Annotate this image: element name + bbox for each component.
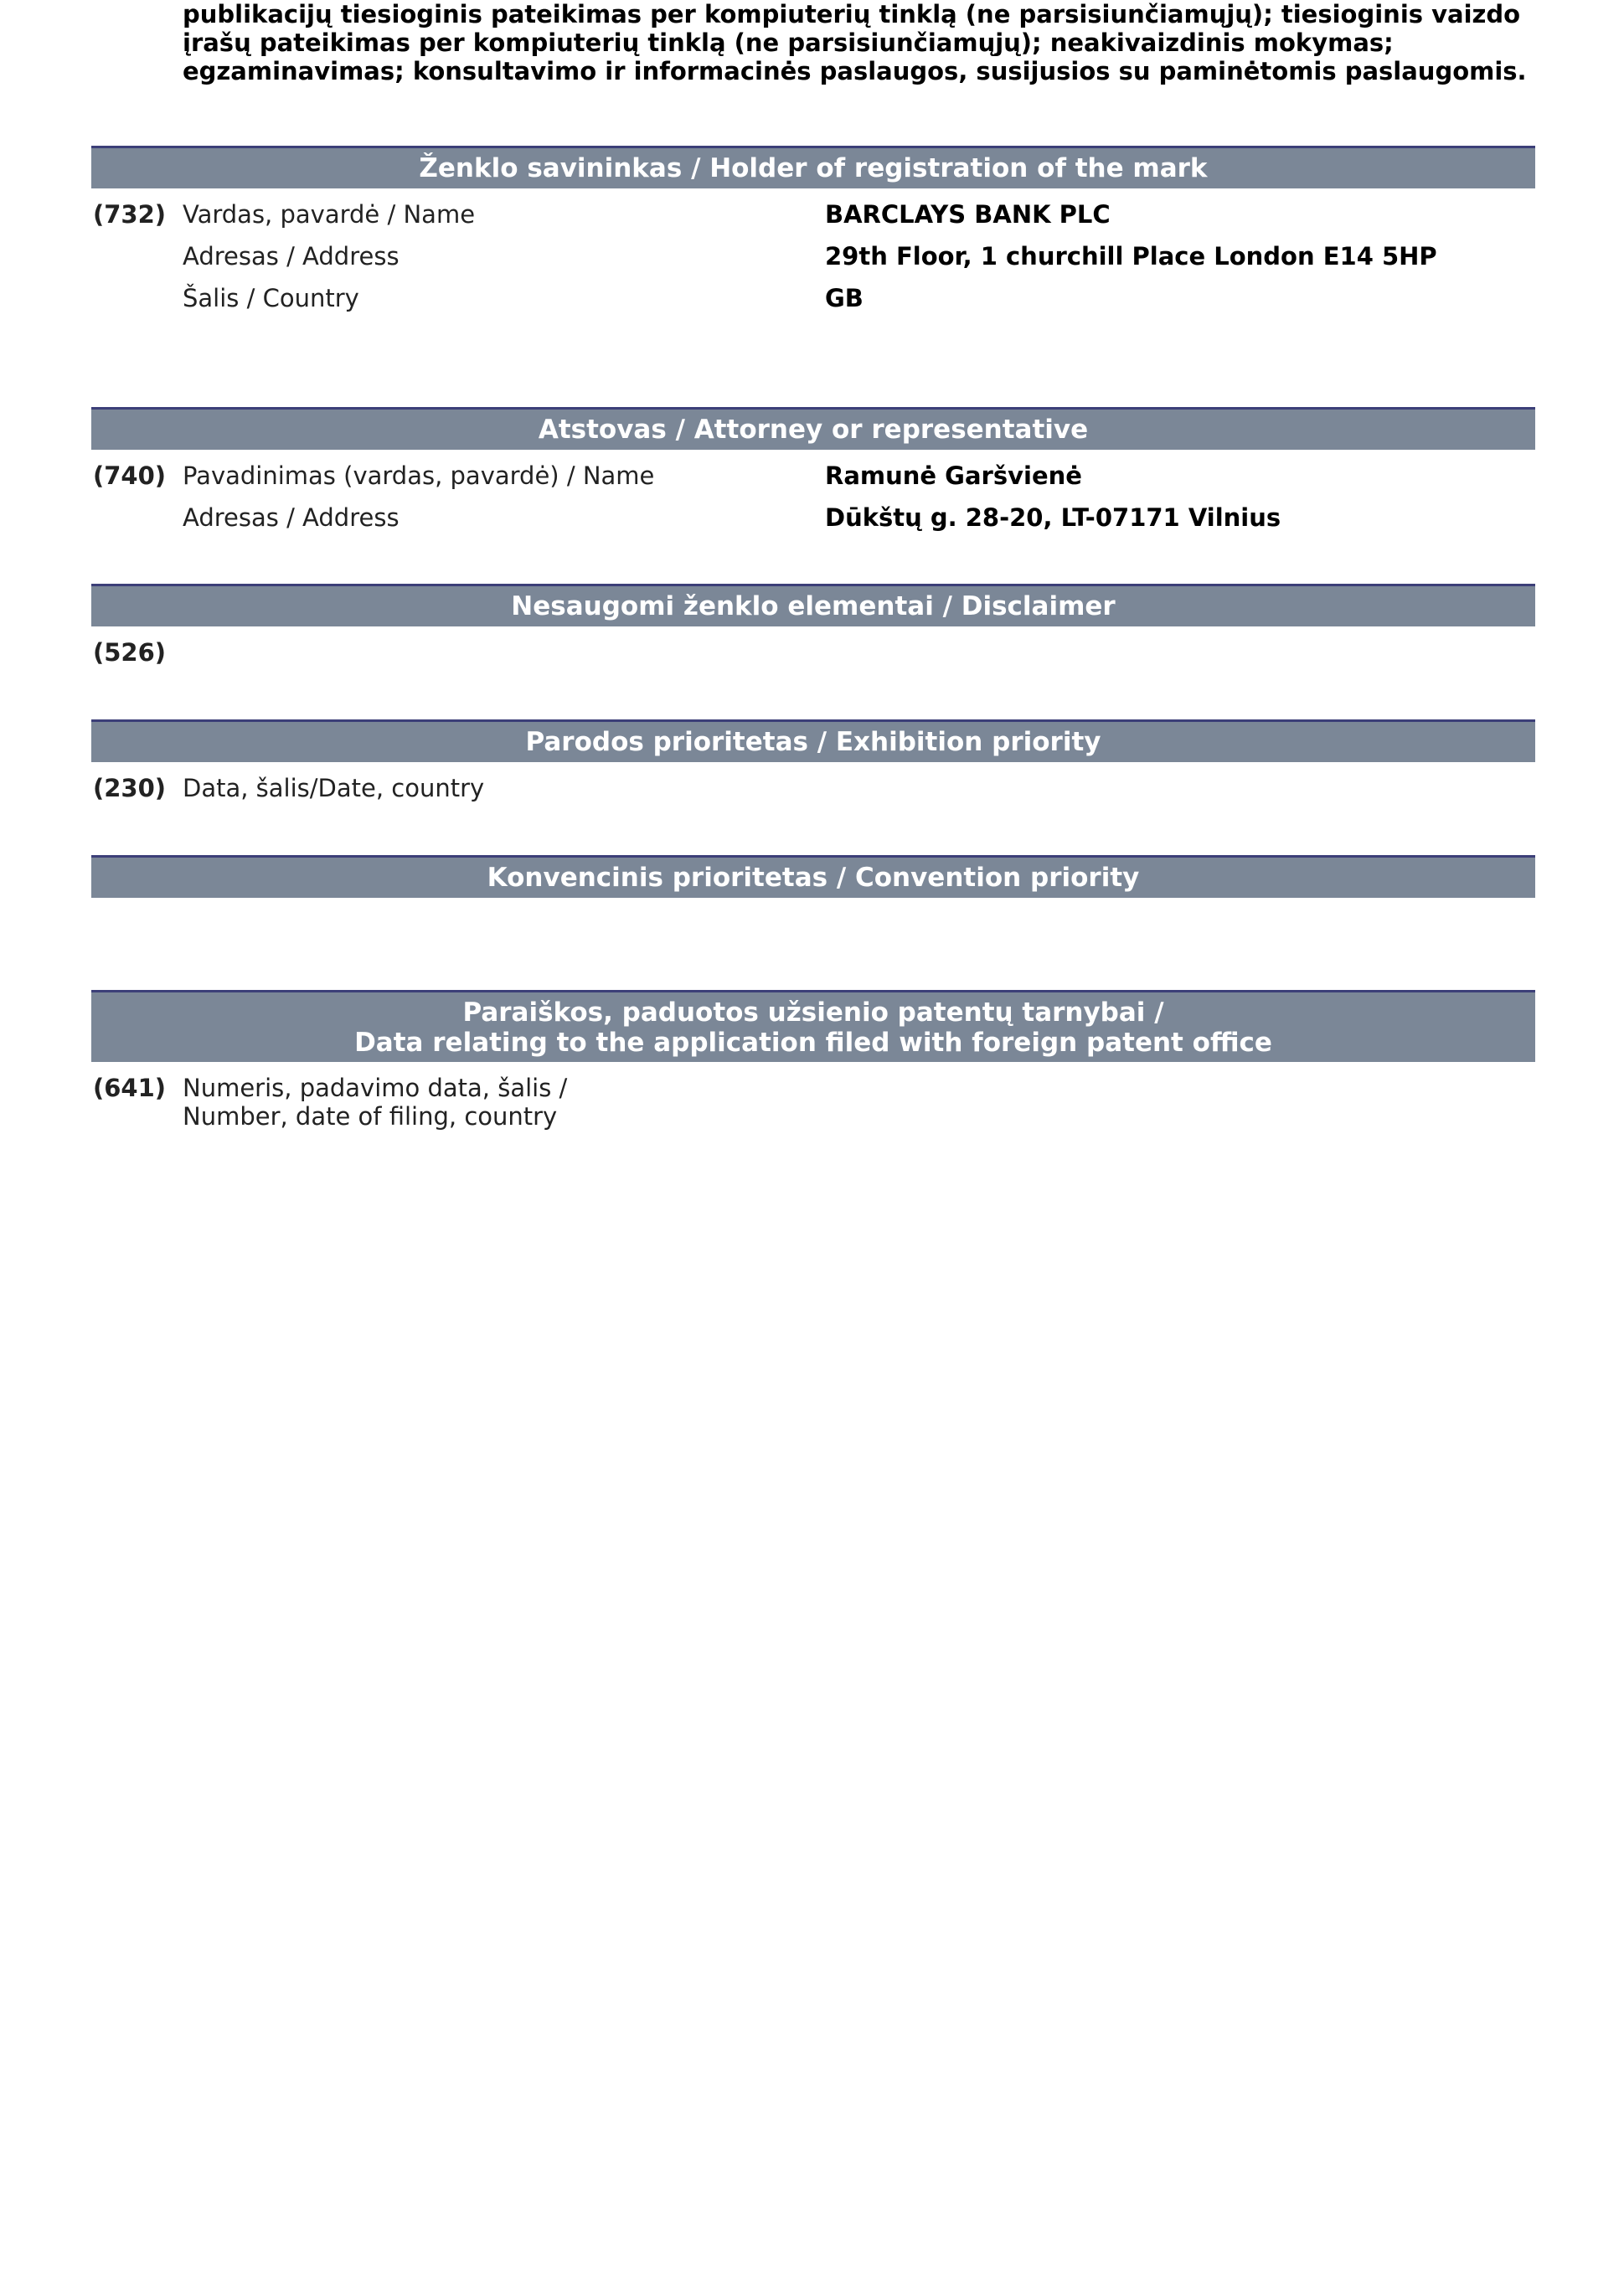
- convention-section-title: Konvencinis prioritetas / Convention priority: [487, 863, 1140, 893]
- holder-country-label: Šalis / Country: [183, 284, 359, 312]
- holder-name-value: BARCLAYS BANK PLC: [825, 200, 1111, 229]
- attorney-name-value: Ramunė Garšvienė: [825, 461, 1082, 490]
- attorney-name-label: Pavadinimas (vardas, pavardė) / Name: [183, 461, 655, 490]
- services-text: [183, 0, 1539, 85]
- holder-name-label: Vardas, pavardė / Name: [183, 200, 476, 229]
- exhibition-section-title: Parodos prioritetas / Exhibition priority: [525, 727, 1101, 757]
- foreign-application-title-line: Data relating to the application filed with foreign patent office: [354, 1028, 1272, 1058]
- foreign-application-label-line: Numeris, padavimo data, šalis /: [183, 1074, 568, 1102]
- foreign-application-code: (641): [93, 1074, 167, 1102]
- foreign-application-title-line: Paraiškos, paduotos užsienio patentų tarnybai /: [462, 997, 1164, 1028]
- exhibition-label: Data, šalis/Date, country: [183, 774, 485, 802]
- holder-section-title: Ženklo savininkas / Holder of registration of the mark: [419, 153, 1208, 183]
- foreign-application-section-header: [91, 990, 1535, 1062]
- attorney-section-header: [91, 407, 1535, 450]
- services-text-line: egzaminavimas; konsultavimo ir informacinės paslaugos, susijusios su paminėtomis paslaugomis.: [183, 57, 1527, 85]
- disclaimer-section-header: [91, 584, 1535, 626]
- holder-section-header: [91, 146, 1535, 188]
- services-text-line: įrašų pateikimas per kompiuterių tinklą (ne parsisiunčiamųjų); neakivaizdinis mokymas;: [183, 28, 1394, 57]
- exhibition-code: (230): [93, 774, 167, 802]
- attorney-code: (740): [93, 461, 167, 490]
- convention-section-header: [91, 855, 1535, 898]
- exhibition-section-header: [91, 719, 1535, 762]
- attorney-address-label: Adresas / Address: [183, 503, 400, 532]
- holder-address-value: 29th Floor, 1 churchill Place London E14 5HP: [825, 242, 1437, 271]
- holder-country-value: GB: [825, 284, 864, 312]
- attorney-address-value: Dūkštų g. 28-20, LT-07171 Vilnius: [825, 503, 1281, 532]
- disclaimer-code: (526): [93, 638, 167, 667]
- services-text-line: publikacijų tiesioginis pateikimas per kompiuterių tinklą (ne parsisiunčiamųjų); tiesioginis vaizdo: [183, 0, 1521, 28]
- disclaimer-section-title: Nesaugomi ženklo elementai / Disclaimer: [511, 591, 1116, 621]
- foreign-application-label-line: Number, date of filing, country: [183, 1102, 558, 1131]
- holder-address-label: Adresas / Address: [183, 242, 400, 271]
- foreign-application-label: [183, 1074, 567, 1131]
- attorney-section-title: Atstovas / Attorney or representative: [538, 415, 1089, 445]
- holder-code: (732): [93, 200, 167, 229]
